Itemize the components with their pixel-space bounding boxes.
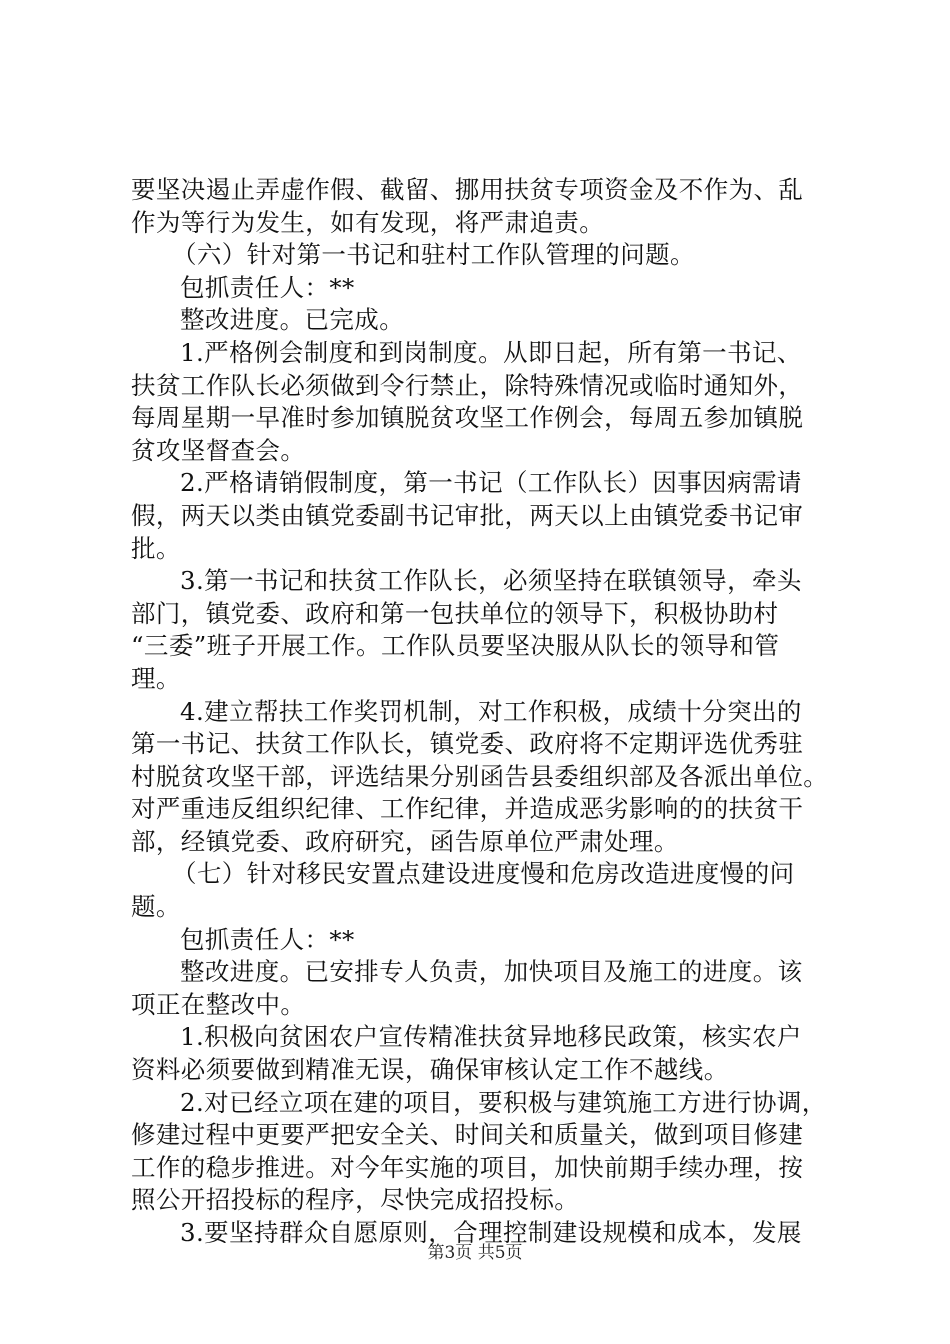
text-line: 项正在整改中。 — [131, 989, 306, 1019]
section-heading: （七）针对移民安置点建设进度慢和危房改造进度慢的问 — [172, 859, 795, 889]
text-line: 整改进度。已完成。 — [180, 305, 405, 335]
text-line: 整改进度。已安排专人负责，加快项目及施工的进度。该 — [180, 957, 803, 987]
text-line: 2.严格请销假制度，第一书记（工作队长）因事因病需请 — [180, 468, 802, 498]
text-line: 第一书记、扶贫工作队长，镇党委、政府将不定期评选优秀驻 — [131, 729, 804, 759]
text-line: 1.严格例会制度和到岗制度。从即日起，所有第一书记、 — [180, 337, 802, 367]
text-line: 2.对已经立项在建的项目，要积极与建筑施工方进行协调， — [180, 1087, 827, 1117]
text-line: 包抓责任人：** — [180, 272, 355, 302]
text-line: 扶贫工作队长必须做到令行禁止，除特殊情况或临时通知外， — [131, 370, 804, 400]
text-line: 对严重违反组织纪律、工作纪律，并造成恶劣影响的的扶贫干 — [131, 794, 804, 824]
text-line: 作为等行为发生，如有发现，将严肃追责。 — [131, 207, 605, 237]
text-line: 批。 — [131, 533, 181, 563]
text-line: 3.第一书记和扶贫工作队长，必须坚持在联镇领导，牵头 — [180, 566, 802, 596]
text-line: 修建过程中更要严把安全关、时间关和质量关，做到项目修建 — [131, 1120, 804, 1150]
text-line: 假，两天以类由镇党委副书记审批，两天以上由镇党委书记审 — [131, 500, 804, 530]
text-line: 工作的稳步推进。对今年实施的项目，加快前期手续办理，按 — [131, 1152, 804, 1182]
text-line: 贫攻坚督查会。 — [131, 435, 306, 465]
text-line: 包抓责任人：** — [180, 924, 355, 954]
document-body — [131, 174, 831, 1250]
section-heading: （六）针对第一书记和驻村工作队管理的问题。 — [172, 240, 695, 270]
text-line: 3.要坚持群众自愿原则，合理控制建设规模和成本，发展 — [180, 1218, 802, 1247]
text-line: 题。 — [131, 892, 181, 922]
text-line: 理。 — [131, 663, 181, 693]
page-number-footer: 第3页 共5页 — [427, 1243, 523, 1263]
text-line: 要坚决遏止弄虚作假、截留、挪用扶贫专项资金及不作为、乱 — [131, 175, 804, 204]
text-line: 每周星期一早准时参加镇脱贫攻坚工作例会，每周五参加镇脱 — [131, 403, 804, 433]
text-line: 部门，镇党委、政府和第一包扶单位的领导下，积极协助村 — [131, 598, 779, 628]
text-line: 4.建立帮扶工作奖罚机制，对工作积极，成绩十分突出的 — [180, 696, 802, 726]
text-line: “三委”班子开展工作。工作队员要坚决服从队长的领导和管 — [131, 631, 780, 661]
text-line: 部，经镇党委、政府研究，函告原单位严肃处理。 — [131, 826, 679, 856]
text-line: 1.积极向贫困农户宣传精准扶贫异地移民政策，核实农户 — [180, 1022, 802, 1052]
text-line: 资料必须要做到精准无误，确保审核认定工作不越线。 — [131, 1055, 729, 1085]
text-line: 村脱贫攻坚干部，评选结果分别函告县委组织部及各派出单位。 — [131, 761, 829, 791]
text-line: 照公开招投标的程序，尽快完成招投标。 — [131, 1185, 580, 1215]
